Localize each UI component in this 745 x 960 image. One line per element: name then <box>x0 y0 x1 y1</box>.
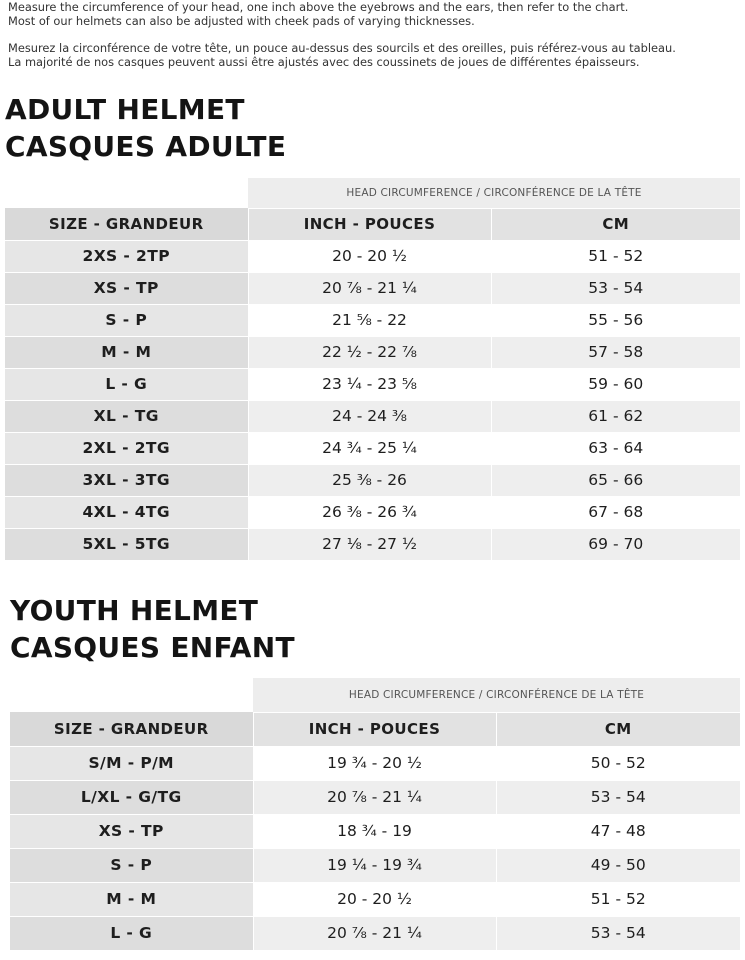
inch-cell: 19 ¼ - 19 ¾ <box>253 848 496 882</box>
header-spacer <box>5 178 248 208</box>
column-header-cm: CM <box>496 712 740 746</box>
adult-size-table <box>5 178 740 561</box>
inch-cell: 20 ⅞ - 21 ¼ <box>253 916 496 950</box>
cm-cell: 51 - 52 <box>491 240 740 272</box>
youth-title-fr: CASQUES ENFANT <box>10 631 295 664</box>
cm-cell: 51 - 52 <box>496 882 740 916</box>
youth-table-body <box>10 746 740 950</box>
size-cell: L - G <box>5 368 248 400</box>
cm-cell: 69 - 70 <box>491 528 740 560</box>
size-cell: XS - TP <box>10 814 253 848</box>
cm-cell: 67 - 68 <box>491 496 740 528</box>
inch-cell: 18 ¾ - 19 <box>253 814 496 848</box>
table-row <box>5 432 740 464</box>
size-cell: 2XS - 2TP <box>5 240 248 272</box>
inch-cell: 20 ⅞ - 21 ¼ <box>253 780 496 814</box>
size-cell: L/XL - G/TG <box>10 780 253 814</box>
head-circumference-band: HEAD CIRCUMFERENCE / CIRCONFÉRENCE DE LA TÊTE <box>248 178 740 208</box>
head-circumference-band: HEAD CIRCUMFERENCE / CIRCONFÉRENCE DE LA TÊTE <box>253 678 740 712</box>
table-row <box>10 814 740 848</box>
table-row <box>5 528 740 560</box>
column-header-inch: INCH - POUCES <box>253 712 496 746</box>
cm-cell: 53 - 54 <box>496 780 740 814</box>
table-row <box>10 746 740 780</box>
inch-cell: 20 - 20 ½ <box>253 882 496 916</box>
cm-cell: 61 - 62 <box>491 400 740 432</box>
size-cell: 4XL - 4TG <box>5 496 248 528</box>
inch-cell: 26 ⅜ - 26 ¾ <box>248 496 491 528</box>
column-header-inch: INCH - POUCES <box>248 208 491 240</box>
table-row <box>10 916 740 950</box>
table-row <box>5 336 740 368</box>
size-cell: M - M <box>5 336 248 368</box>
inch-cell: 24 - 24 ⅜ <box>248 400 491 432</box>
adult-table-body <box>5 240 740 560</box>
youth-size-table <box>10 678 740 951</box>
adult-title-en: ADULT HELMET <box>5 93 245 126</box>
table-row <box>5 304 740 336</box>
intro-en-line-1: Measure the circumference of your head, one inch above the eyebrows and the ears, then refer to the chart. <box>8 0 629 14</box>
cm-cell: 65 - 66 <box>491 464 740 496</box>
cm-cell: 53 - 54 <box>491 272 740 304</box>
table-row <box>10 780 740 814</box>
cm-cell: 53 - 54 <box>496 916 740 950</box>
table-row <box>5 496 740 528</box>
cm-cell: 59 - 60 <box>491 368 740 400</box>
table-row <box>5 368 740 400</box>
size-cell: XL - TG <box>5 400 248 432</box>
table-row <box>5 464 740 496</box>
cm-cell: 49 - 50 <box>496 848 740 882</box>
column-header-size: SIZE - GRANDEUR <box>10 712 253 746</box>
size-cell: S - P <box>10 848 253 882</box>
inch-cell: 21 ⅝ - 22 <box>248 304 491 336</box>
intro-text <box>8 0 743 69</box>
inch-cell: 20 - 20 ½ <box>248 240 491 272</box>
inch-cell: 19 ¾ - 20 ½ <box>253 746 496 780</box>
size-cell: 2XL - 2TG <box>5 432 248 464</box>
adult-section-title <box>5 91 286 165</box>
cm-cell: 47 - 48 <box>496 814 740 848</box>
table-row <box>5 272 740 304</box>
table-row <box>10 848 740 882</box>
size-cell: 3XL - 3TG <box>5 464 248 496</box>
table-row <box>5 240 740 272</box>
intro-en-line-2: Most of our helmets can also be adjusted with cheek pads of varying thicknesses. <box>8 14 475 28</box>
intro-fr-line-2: La majorité de nos casques peuvent aussi être ajustés avec des coussinets de joues de différentes épaisseurs. <box>8 55 640 69</box>
inch-cell: 20 ⅞ - 21 ¼ <box>248 272 491 304</box>
size-cell: L - G <box>10 916 253 950</box>
cm-cell: 50 - 52 <box>496 746 740 780</box>
size-cell: S - P <box>5 304 248 336</box>
inch-cell: 23 ¼ - 23 ⅝ <box>248 368 491 400</box>
youth-title-en: YOUTH HELMET <box>10 594 259 627</box>
cm-cell: 57 - 58 <box>491 336 740 368</box>
inch-cell: 27 ⅛ - 27 ½ <box>248 528 491 560</box>
youth-section-title <box>10 592 295 666</box>
size-cell: XS - TP <box>5 272 248 304</box>
inch-cell: 22 ½ - 22 ⅞ <box>248 336 491 368</box>
cm-cell: 63 - 64 <box>491 432 740 464</box>
size-cell: 5XL - 5TG <box>5 528 248 560</box>
column-header-size: SIZE - GRANDEUR <box>5 208 248 240</box>
table-row <box>5 400 740 432</box>
intro-fr-line-1: Mesurez la circonférence de votre tête, un pouce au-dessus des sourcils et des oreilles, puis référez-vous au tableau. <box>8 41 676 55</box>
inch-cell: 24 ¾ - 25 ¼ <box>248 432 491 464</box>
table-row <box>10 882 740 916</box>
adult-title-fr: CASQUES ADULTE <box>5 130 287 163</box>
cm-cell: 55 - 56 <box>491 304 740 336</box>
size-cell: M - M <box>10 882 253 916</box>
inch-cell: 25 ⅜ - 26 <box>248 464 491 496</box>
column-header-cm: CM <box>491 208 740 240</box>
header-spacer <box>10 678 253 712</box>
size-cell: S/M - P/M <box>10 746 253 780</box>
